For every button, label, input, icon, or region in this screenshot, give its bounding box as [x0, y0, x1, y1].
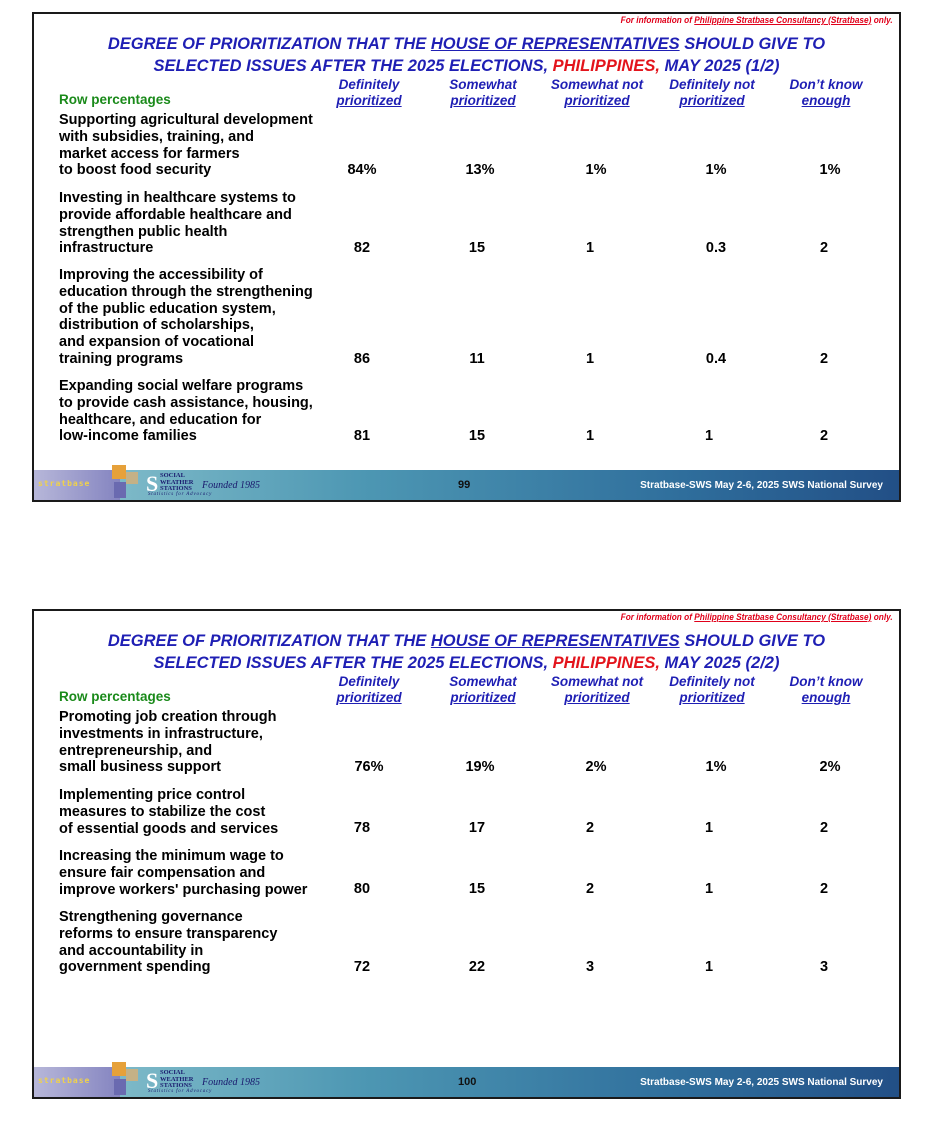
value-somewhat-prioritized: 13% [465, 162, 495, 178]
value-definitely-prioritized: 84% [347, 162, 377, 178]
column-header-somewhat-not-prioritized: Somewhat not prioritized [550, 77, 644, 108]
value-definitely-prioritized: 76% [354, 759, 384, 775]
issue-label-price-control: Implementing price control measures to stabilize the cost of essential goods and services [59, 787, 279, 837]
value-dont-know-enough: 2 [819, 820, 829, 836]
value-dont-know-enough: 2 [819, 428, 829, 444]
value-somewhat-prioritized: 22 [468, 959, 486, 975]
row-percentages-label: Row percentages [59, 689, 171, 704]
value-somewhat-prioritized: 11 [469, 351, 485, 367]
column-header-definitely-prioritized: Definitely prioritized [336, 674, 402, 705]
issue-label-agriculture: Supporting agricultural development with subsidies, training, and market access for farmers to boost food security [59, 112, 313, 179]
value-definitely-prioritized: 82 [353, 240, 371, 256]
value-definitely-prioritized: 80 [353, 881, 371, 897]
value-definitely-prioritized: 72 [353, 959, 371, 975]
column-header-definitely-prioritized: Definitely prioritized [336, 77, 402, 108]
value-definitely-not-prioritized: 0.3 [705, 240, 727, 256]
value-somewhat-prioritized: 15 [468, 881, 486, 897]
column-header-dont-know-enough: Don’t know enough [789, 77, 863, 108]
logo-square [126, 472, 138, 484]
column-header-somewhat-prioritized: Somewhat prioritized [449, 674, 517, 705]
stratbase-logo: stratbase [34, 470, 120, 500]
value-somewhat-not-prioritized: 2 [585, 820, 595, 836]
value-somewhat-prioritized: 17 [468, 820, 486, 836]
issue-label-healthcare: Investing in healthcare systems to provide affordable healthcare and strengthen public health infrastructure [59, 190, 296, 257]
column-header-definitely-not-prioritized: Definitely not prioritized [669, 77, 755, 108]
value-dont-know-enough: 2% [819, 759, 841, 775]
value-somewhat-prioritized: 19% [465, 759, 495, 775]
logo-square [112, 1062, 126, 1076]
value-somewhat-not-prioritized: 1 [585, 428, 595, 444]
disclaimer: For information of Philippine Stratbase Consultancy (Stratbase) only. [620, 612, 893, 622]
page-number: 99 [458, 479, 471, 491]
value-definitely-not-prioritized: 0.4 [705, 351, 727, 367]
value-somewhat-not-prioritized: 2 [585, 881, 595, 897]
value-definitely-not-prioritized: 1 [704, 428, 714, 444]
issue-label-social-welfare: Expanding social welfare programs to provide cash assistance, housing, healthcare, and education for low-income families [59, 378, 313, 445]
column-header-somewhat-prioritized: Somewhat prioritized [449, 77, 517, 108]
value-somewhat-not-prioritized: 2% [585, 759, 607, 775]
value-dont-know-enough: 1% [819, 162, 841, 178]
row-percentages-label: Row percentages [59, 92, 171, 107]
slide-page-100 [32, 609, 901, 1099]
sws-logo: S SOCIAL WEATHER STATIONS Founded 1985 Statistics for Advocacy [146, 1068, 261, 1094]
survey-source: Stratbase-SWS May 2-6, 2025 SWS National Survey [640, 480, 883, 491]
page-number: 100 [458, 1076, 477, 1088]
logo-square [126, 1069, 138, 1081]
logo-square [114, 482, 126, 498]
logo-square [112, 465, 126, 479]
value-definitely-prioritized: 81 [353, 428, 371, 444]
value-dont-know-enough: 3 [819, 959, 829, 975]
value-dont-know-enough: 2 [819, 240, 829, 256]
issue-label-education: Improving the accessibility of education through the strengthening of the public education system, distribution of scholarships, and expansion of vocational training programs [59, 267, 313, 367]
issue-label-governance: Strengthening governance reforms to ensure transparency and accountability in government spending [59, 909, 278, 976]
slide-title: DEGREE OF PRIORITIZATION THAT THE HOUSE OF REPRESENTATIVES SHOULD GIVE TO SELECTED ISSUES AFTER THE 2025 ELECTIONS, PHILIPPINES, MAY 2025 (2/2) [107, 632, 826, 672]
value-somewhat-not-prioritized: 1% [585, 162, 607, 178]
value-definitely-not-prioritized: 1 [704, 820, 714, 836]
value-somewhat-prioritized: 15 [468, 240, 486, 256]
issue-label-job-creation: Promoting job creation through investments in infrastructure, entrepreneurship, and small business support [59, 709, 277, 776]
slide-footer [34, 470, 899, 500]
value-definitely-not-prioritized: 1 [704, 959, 714, 975]
value-dont-know-enough: 2 [819, 351, 829, 367]
value-somewhat-not-prioritized: 1 [585, 240, 595, 256]
disclaimer: For information of Philippine Stratbase Consultancy (Stratbase) only. [620, 15, 893, 25]
value-definitely-prioritized: 86 [353, 351, 371, 367]
slide-page-99 [32, 12, 901, 502]
column-header-definitely-not-prioritized: Definitely not prioritized [669, 674, 755, 705]
issue-label-minimum-wage: Increasing the minimum wage to ensure fair compensation and improve workers' purchasing power [59, 848, 308, 898]
value-dont-know-enough: 2 [819, 881, 829, 897]
value-somewhat-prioritized: 15 [468, 428, 486, 444]
logo-square [114, 1079, 126, 1095]
slide-footer [34, 1067, 899, 1097]
value-somewhat-not-prioritized: 1 [585, 351, 595, 367]
value-somewhat-not-prioritized: 3 [585, 959, 595, 975]
column-header-dont-know-enough: Don’t know enough [789, 674, 863, 705]
value-definitely-not-prioritized: 1% [705, 759, 727, 775]
value-definitely-not-prioritized: 1% [705, 162, 727, 178]
sws-logo: S SOCIAL WEATHER STATIONS Founded 1985 Statistics for Advocacy [146, 471, 261, 497]
slide-title: DEGREE OF PRIORITIZATION THAT THE HOUSE OF REPRESENTATIVES SHOULD GIVE TO SELECTED ISSUES AFTER THE 2025 ELECTIONS, PHILIPPINES, MAY 2025 (1/2) [107, 35, 826, 75]
value-definitely-prioritized: 78 [353, 820, 371, 836]
stratbase-logo: stratbase [34, 1067, 120, 1097]
value-definitely-not-prioritized: 1 [704, 881, 714, 897]
survey-source: Stratbase-SWS May 2-6, 2025 SWS National Survey [640, 1077, 883, 1088]
column-header-somewhat-not-prioritized: Somewhat not prioritized [550, 674, 644, 705]
